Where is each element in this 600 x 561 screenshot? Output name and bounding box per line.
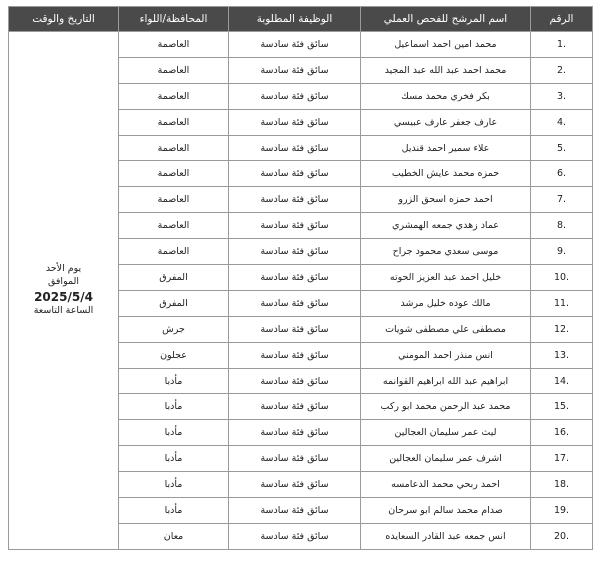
candidate-name: محمد احمد عبد الله عبد المجيد bbox=[361, 57, 531, 83]
row-number: .7 bbox=[531, 187, 593, 213]
required-job: سائق فئة سادسة bbox=[229, 161, 361, 187]
schedule-cell bbox=[9, 32, 119, 550]
required-job: سائق فئة سادسة bbox=[229, 265, 361, 291]
governorate: العاصمة bbox=[119, 57, 229, 83]
required-job: سائق فئة سادسة bbox=[229, 498, 361, 524]
row-number: .19 bbox=[531, 498, 593, 524]
candidate-name: عماد زهدي جمعه الهمشري bbox=[361, 213, 531, 239]
header-governorate: المحافظة/اللواء bbox=[119, 7, 229, 32]
header-datetime: التاريخ والوقت bbox=[9, 7, 119, 32]
governorate: العاصمة bbox=[119, 239, 229, 265]
required-job: سائق فئة سادسة bbox=[229, 472, 361, 498]
required-job: سائق فئة سادسة bbox=[229, 239, 361, 265]
schedule-date: 2025/5/4 bbox=[34, 289, 93, 304]
header-job: الوظيفة المطلوبة bbox=[229, 7, 361, 32]
governorate: معان bbox=[119, 523, 229, 549]
row-number: .9 bbox=[531, 239, 593, 265]
header-name: اسم المرشح للفحص العملي bbox=[361, 7, 531, 32]
required-job: سائق فئة سادسة bbox=[229, 290, 361, 316]
table-body bbox=[9, 32, 593, 550]
candidate-name: حمزه محمد عايش الخطيب bbox=[361, 161, 531, 187]
row-number: .18 bbox=[531, 472, 593, 498]
candidate-name: احمد حمزه اسحق الزرو bbox=[361, 187, 531, 213]
candidate-name: عارف جعفر عارف عبيسي bbox=[361, 109, 531, 135]
row-number: .20 bbox=[531, 523, 593, 549]
required-job: سائق فئة سادسة bbox=[229, 368, 361, 394]
candidate-name: اشرف عمر سليمان العجالين bbox=[361, 446, 531, 472]
candidate-name: ليث عمر سليمان العجالين bbox=[361, 420, 531, 446]
required-job: سائق فئة سادسة bbox=[229, 394, 361, 420]
row-number: .15 bbox=[531, 394, 593, 420]
candidate-name: انس جمعه عبد القادر السعايده bbox=[361, 523, 531, 549]
schedule-time: الساعة التاسعة bbox=[33, 304, 94, 316]
required-job: سائق فئة سادسة bbox=[229, 316, 361, 342]
required-job: سائق فئة سادسة bbox=[229, 446, 361, 472]
candidate-name: علاء سمير احمد قنديل bbox=[361, 135, 531, 161]
candidate-name: بكر فخري محمد مسك bbox=[361, 83, 531, 109]
governorate: مأدبا bbox=[119, 368, 229, 394]
governorate: العاصمة bbox=[119, 135, 229, 161]
required-job: سائق فئة سادسة bbox=[229, 135, 361, 161]
header-number: الرقم bbox=[531, 7, 593, 32]
governorate: مأدبا bbox=[119, 498, 229, 524]
row-number: .11 bbox=[531, 290, 593, 316]
governorate: مأدبا bbox=[119, 394, 229, 420]
schedule-matching: الموافق bbox=[47, 275, 80, 287]
row-number: .14 bbox=[531, 368, 593, 394]
governorate: العاصمة bbox=[119, 213, 229, 239]
governorate: العاصمة bbox=[119, 32, 229, 58]
required-job: سائق فئة سادسة bbox=[229, 109, 361, 135]
required-job: سائق فئة سادسة bbox=[229, 523, 361, 549]
candidates-table bbox=[8, 6, 593, 550]
row-number: .10 bbox=[531, 265, 593, 291]
table-row bbox=[9, 32, 593, 58]
row-number: .5 bbox=[531, 135, 593, 161]
governorate: مأدبا bbox=[119, 446, 229, 472]
required-job: سائق فئة سادسة bbox=[229, 83, 361, 109]
governorate: مأدبا bbox=[119, 420, 229, 446]
candidate-name: خليل احمد عبد العزيز الحوته bbox=[361, 265, 531, 291]
header-row bbox=[9, 7, 593, 32]
governorate: المفرق bbox=[119, 265, 229, 291]
row-number: .16 bbox=[531, 420, 593, 446]
candidate-name: انس منذر احمد المومني bbox=[361, 342, 531, 368]
candidate-name: محمد عبد الرحمن محمد ابو ركب bbox=[361, 394, 531, 420]
candidate-name: محمد امين احمد اسماعيل bbox=[361, 32, 531, 58]
candidate-name: احمد ربحي محمد الدعامسه bbox=[361, 472, 531, 498]
candidate-name: مالك عوده خليل مرشد bbox=[361, 290, 531, 316]
row-number: .8 bbox=[531, 213, 593, 239]
governorate: العاصمة bbox=[119, 187, 229, 213]
row-number: .12 bbox=[531, 316, 593, 342]
candidate-name: ابراهيم عبد الله ابراهيم القوانمه bbox=[361, 368, 531, 394]
governorate: مأدبا bbox=[119, 472, 229, 498]
required-job: سائق فئة سادسة bbox=[229, 420, 361, 446]
governorate: العاصمة bbox=[119, 109, 229, 135]
required-job: سائق فئة سادسة bbox=[229, 32, 361, 58]
governorate: عجلون bbox=[119, 342, 229, 368]
row-number: .6 bbox=[531, 161, 593, 187]
governorate: العاصمة bbox=[119, 83, 229, 109]
row-number: .2 bbox=[531, 57, 593, 83]
schedule-day: يوم الأحد bbox=[45, 263, 82, 275]
row-number: .17 bbox=[531, 446, 593, 472]
required-job: سائق فئة سادسة bbox=[229, 187, 361, 213]
required-job: سائق فئة سادسة bbox=[229, 213, 361, 239]
governorate: العاصمة bbox=[119, 161, 229, 187]
required-job: سائق فئة سادسة bbox=[229, 57, 361, 83]
candidate-name: موسى سعدي محمود جراح bbox=[361, 239, 531, 265]
required-job: سائق فئة سادسة bbox=[229, 342, 361, 368]
candidate-name: صدام محمد سالم ابو سرحان bbox=[361, 498, 531, 524]
row-number: .3 bbox=[531, 83, 593, 109]
row-number: .1 bbox=[531, 32, 593, 58]
governorate: المفرق bbox=[119, 290, 229, 316]
row-number: .13 bbox=[531, 342, 593, 368]
row-number: .4 bbox=[531, 109, 593, 135]
candidate-name: مصطفى علي مصطفى شويات bbox=[361, 316, 531, 342]
governorate: جرش bbox=[119, 316, 229, 342]
